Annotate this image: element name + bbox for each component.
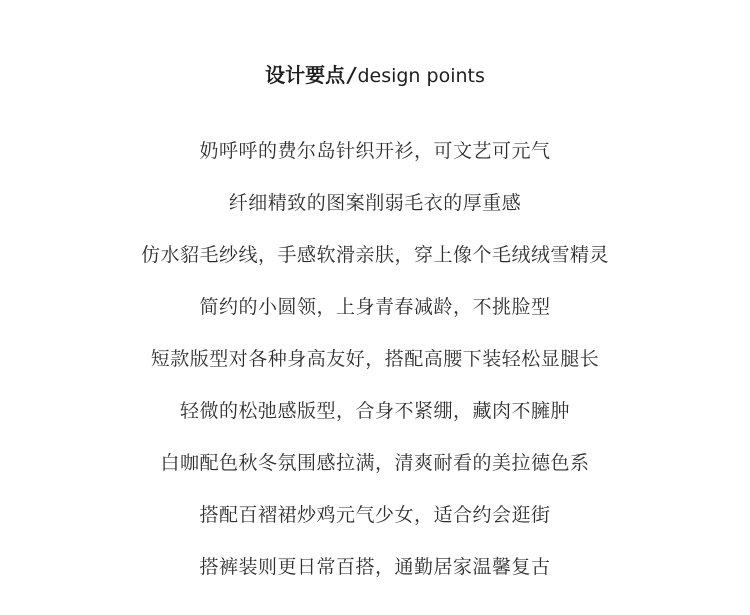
design-point-item: 轻微的松弛感版型，合身不紧绷，藏肉不臃肿	[179, 400, 570, 422]
title-english: design points	[357, 65, 485, 87]
design-point-item: 短款版型对各种身高友好，搭配高腰下装轻松显腿长	[150, 348, 600, 370]
design-point-item: 白咖配色秋冬氛围感拉满，清爽耐看的美拉德色系	[160, 452, 590, 474]
page-title	[0, 60, 750, 90]
title-separator: /	[348, 63, 356, 87]
design-point-item: 仿水貂毛纱线，手感软滑亲肤，穿上像个毛绒绒雪精灵	[140, 244, 609, 266]
design-point-item: 纤细精致的图案削弱毛衣的厚重感	[228, 192, 522, 214]
title-chinese: 设计要点	[265, 63, 346, 87]
design-point-item: 搭裤装则更日常百搭，通勤居家温馨复古	[199, 556, 551, 578]
design-point-item: 简约的小圆领，上身青春减龄，不挑脸型	[199, 296, 551, 318]
design-point-item: 奶呼呼的费尔岛针织开衫，可文艺可元气	[199, 140, 551, 162]
design-points-list	[0, 134, 750, 602]
design-point-item: 搭配百褶裙炒鸡元气少女，适合约会逛街	[199, 504, 551, 526]
